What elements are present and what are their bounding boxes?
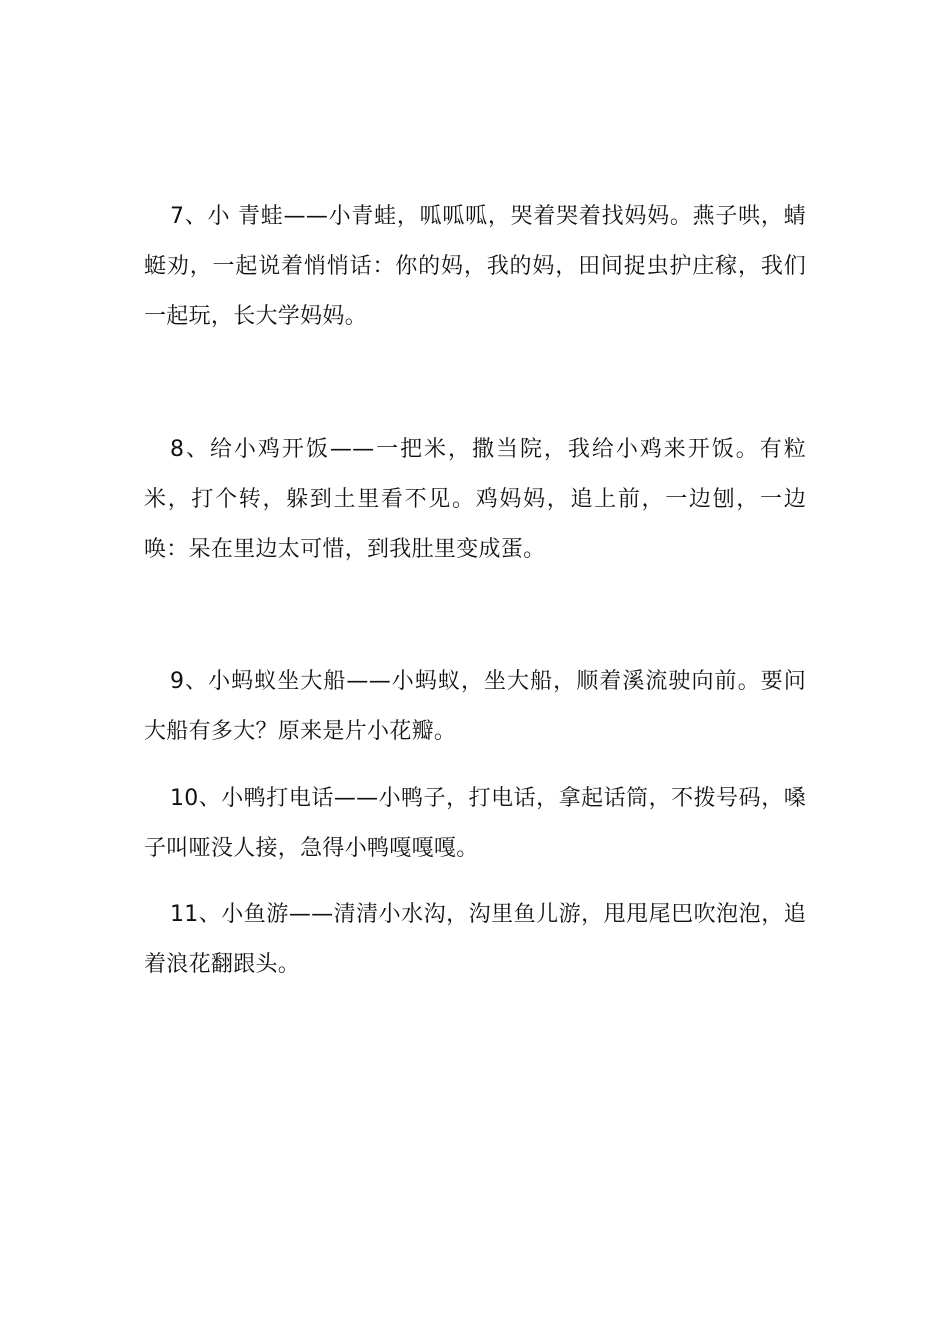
paragraph-10-duck-phone: 10、小鸭打电话——小鸭子，打电话，拿起话筒，不拨号码，嗓子叫哑没人接，急得小鸭嘎嘎嘎。 <box>144 786 806 861</box>
paragraph-11-little-fish: 11、小鱼游——清清小水沟，沟里鱼儿游，甩甩尾巴吹泡泡，追着浪花翻跟头。 <box>144 902 806 977</box>
paragraph-7-little-frog: 7、小 青蛙——小青蛙，呱呱呱，哭着哭着找妈妈。燕子哄，蜻蜓劝，一起说着悄悄话：你的妈，我的妈，田间捉虫护庄稼，我们一起玩，长大学妈妈。 <box>144 204 806 329</box>
paragraph-9-ant-boat: 9、小蚂蚁坐大船——小蚂蚁，坐大船，顺着溪流驶向前。要问大船有多大？原来是片小花瓣。 <box>144 669 806 744</box>
paragraph-8-feeding-chicks: 8、给小鸡开饭——一把米，撒当院，我给小鸡来开饭。有粒米，打个转，躲到土里看不见。鸡妈妈，追上前，一边刨，一边唤：呆在里边太可惜，到我肚里变成蛋。 <box>144 437 806 562</box>
